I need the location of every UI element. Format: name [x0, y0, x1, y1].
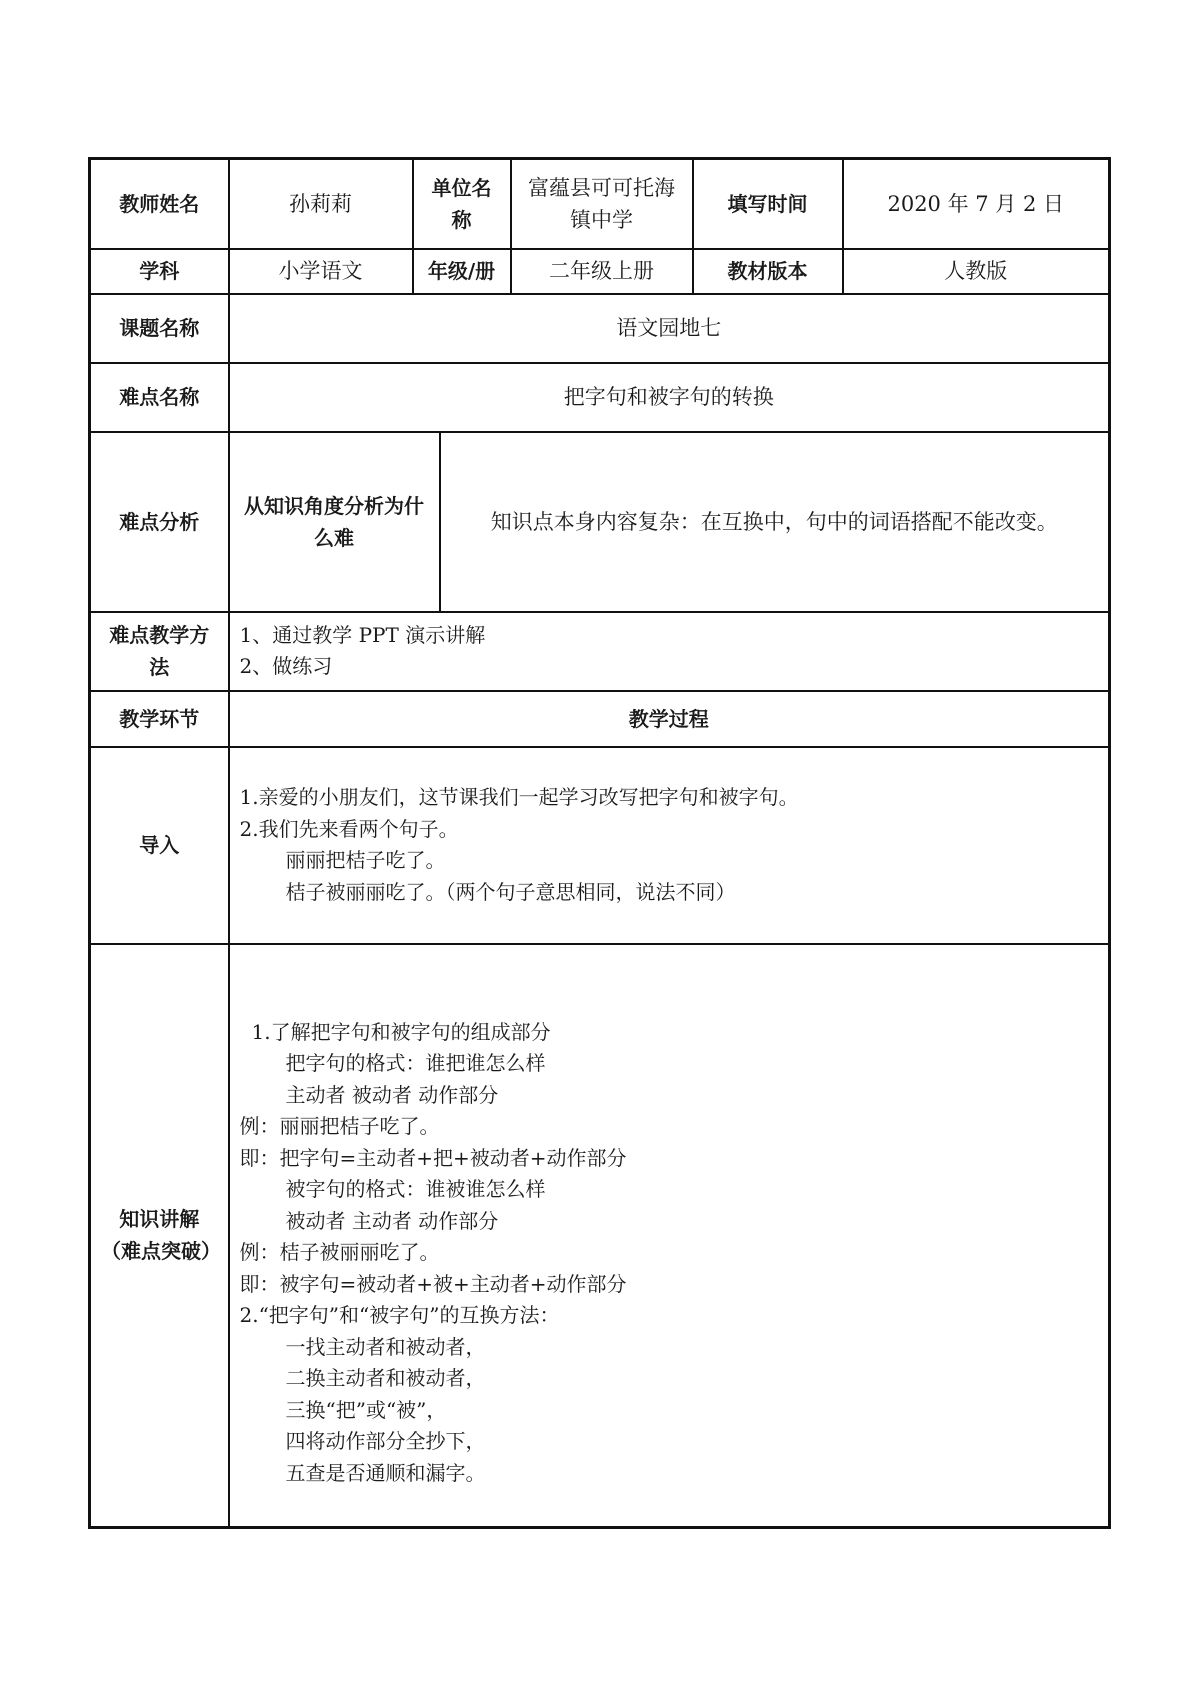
date-label: 填写时间 [693, 159, 843, 249]
analysis-value: 知识点本身内容复杂：在互换中，句中的词语搭配不能改变。 [490, 509, 1058, 534]
knowledge-line: 例：丽丽把桔子吃了。 [239, 1114, 440, 1138]
knowledge-line: 即：被字句=被动者+被+主动者+动作部分 [239, 1271, 627, 1296]
method-line: 1、通过教学 PPT 演示讲解 [239, 622, 486, 647]
knowledge-line: 三换“把”或“被”， [285, 1397, 447, 1422]
process-step-header: 教学环节 [90, 691, 229, 747]
knowledge-line: 把字句的格式：谁把谁怎么样 [285, 1051, 546, 1075]
process-content-header: 教学过程 [229, 691, 1110, 747]
knowledge-line: 二换主动者和被动者， [285, 1366, 486, 1390]
intro-line: 丽丽把桔子吃了。 [285, 848, 446, 872]
knowledge-line: 1.了解把字句和被字句的组成部分 [251, 1019, 551, 1044]
unit-value: 富蕴县可可托海镇中学 [511, 159, 693, 249]
grade-value: 二年级上册 [511, 249, 693, 294]
knowledge-line: 主动者 被动者 动作部分 [285, 1082, 499, 1107]
analysis-cell [229, 432, 1110, 612]
method-line: 2、做练习 [239, 654, 333, 678]
knowledge-line: 被字句的格式：谁被谁怎么样 [285, 1177, 546, 1201]
topic-value: 语文园地七 [229, 294, 1110, 363]
lesson-plan-document [88, 157, 1108, 1529]
edition-value: 人教版 [843, 249, 1110, 294]
knowledge-line: 五查是否通顺和漏字。 [285, 1460, 486, 1485]
teacher-label: 教师姓名 [90, 159, 229, 249]
knowledge-line: 例：桔子被丽丽吃了。 [239, 1240, 440, 1264]
knowledge-content [229, 944, 1110, 1528]
lesson-plan-table [88, 157, 1111, 1529]
knowledge-line: 四将动作部分全抄下， [285, 1429, 486, 1453]
method-label: 难点教学方法 [90, 612, 229, 691]
teacher-value: 孙莉莉 [229, 159, 413, 249]
analysis-label: 难点分析 [90, 432, 229, 612]
knowledge-line: 2.“把字句”和“被字句”的互换方法： [239, 1303, 560, 1327]
edition-label: 教材版本 [693, 249, 843, 294]
knowledge-line: 即：把字句=主动者+把+被动者+动作部分 [239, 1145, 627, 1170]
method-content [229, 612, 1110, 691]
intro-content [229, 747, 1110, 944]
difficulty-label: 难点名称 [90, 363, 229, 432]
subject-label: 学科 [90, 249, 229, 294]
knowledge-line: 一找主动者和被动者， [285, 1334, 486, 1359]
analysis-sub-label: 从知识角度分析为什么难 [230, 433, 440, 611]
subject-value: 小学语文 [229, 249, 413, 294]
intro-line: 桔子被丽丽吃了。（两个句子意思相同，说法不同） [285, 879, 736, 904]
grade-label: 年级/册 [413, 249, 511, 294]
unit-label: 单位名称 [413, 159, 511, 249]
date-value: 2020 年 7 月 2 日 [843, 159, 1110, 249]
intro-line: 2.我们先来看两个句子。 [239, 816, 459, 841]
topic-label: 课题名称 [90, 294, 229, 363]
difficulty-value: 把字句和被字句的转换 [229, 363, 1110, 432]
intro-label: 导入 [90, 747, 229, 944]
knowledge-line: 被动者 主动者 动作部分 [285, 1208, 499, 1233]
intro-line: 1.亲爱的小朋友们，这节课我们一起学习改写把字句和被字句。 [239, 785, 799, 809]
knowledge-label: 知识讲解（难点突破） [90, 944, 229, 1528]
